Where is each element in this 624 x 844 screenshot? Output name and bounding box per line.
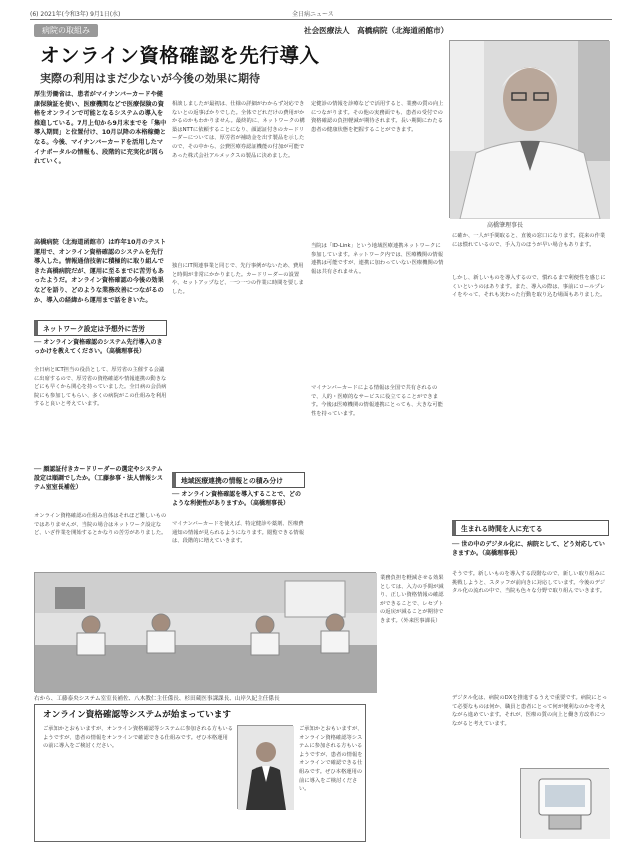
subhead-network: ネットワーク設定は予想外に苦労 xyxy=(34,320,167,336)
portrait-illustration xyxy=(450,41,610,219)
article-title: オンライン資格確認を先行導入 xyxy=(40,44,320,67)
card-reader-photo xyxy=(520,768,609,838)
info-box-text: ご承知かとおもいますが、オンライン資格確認等システムに参加される方もいるようですが、患者の情報をオンラインで確認できる仕組みです。ぜひ本格運用の前に導入をご検討ください。 xyxy=(43,726,233,750)
body-col3c: マイナンバーカードによる情報は全国で共有されるので、人的・医療的なサービスに役立てることができます。今後は医療機関の情報連携にとっても、大きな可能性を持っています。 xyxy=(311,385,443,417)
body-col4: に確か、一人が手間取ると、直後の窓口になります。従来の作業には慣れているので、手入力のほうが早い場合もあります。 xyxy=(452,233,606,248)
info-box-photo xyxy=(237,725,293,809)
card-reader-illustration xyxy=(521,769,610,839)
header-date: (6) 2021年(令和3年) 9月1日(水) xyxy=(30,11,121,18)
body-col3b: 当院は「ID-Link」という地域医療連携ネットワークに参加しています。ネットワーク内では、医療機関の情報連携は可能ですが、連携に加わっていない医療機関の情報は共有されません。 xyxy=(311,243,444,275)
body-col1b: オンライン資格確認の仕組み自体はそれほど難しいものではありませんが、当院の場合はネットワーク設定など、いざ作業を開始するとかなりの苦労がありました。 xyxy=(34,513,167,537)
header-paper-name: 全日病ニュース xyxy=(292,11,334,18)
body-col2b: 独自にIT関連事業と同じで、先行事例がないため、費用と時間が非常にかかりました。カードリーダーの設置や、セットアップなど、一つ一つの作業に時間を要しました。 xyxy=(172,263,304,295)
group-photo xyxy=(34,572,376,692)
body-col4c: そうです。新しいものを導入する段階なので、新しい取り組みに挑戦しようと、スタッフが前向きに対応しています。今後のデジタル化の流れの中で、当院も色々な分野で取り組んでいきます。 xyxy=(452,571,606,595)
group-photo-illustration xyxy=(35,573,377,693)
body-col1: 全日病とICT担当の役員として、厚労省の主催する会議に出席するので、厚労省の資格確認や情報連携の動きなどにも早くから関心を持っていました。全日病の会員病院にも参加してもらい、多くの病院がこの仕組みを利用すると良いと考えています。 xyxy=(34,367,167,408)
question-3: ── オンライン資格確認を導入することで、どのような利便性がありますか。（高橋理事長） xyxy=(172,491,302,507)
series-tag: 病院の取組み xyxy=(34,24,98,37)
hospital-name: 社会医療法人 高橋病院（北海道函館市） xyxy=(304,26,449,35)
body-col2c: マイナンバーカードを使えば、特定健診や薬剤、医療費通知の情報が見られるようになります。閲覧できる情報は、段階的に増えていきます。 xyxy=(172,521,304,545)
portrait-photo xyxy=(449,40,609,218)
person-illustration xyxy=(238,726,294,810)
subhead-future: 生まれる時間を人に充てる xyxy=(452,520,609,536)
right-bottom-text: デジタル化は、病院のDXを推進するうえで重要です。病院にとって必要なものは何か、職員と患者にとって何が便利なのかを考えながら進めています。それが、医療の質の向上と働き方改革につながると考えています。 xyxy=(452,695,608,727)
info-box xyxy=(34,704,366,842)
group-photo-caption: 右から、工藤泰央システム室室長補佐、八木教仁主任係長、杉田蔵医事課課長、山岸久紀主任係長 xyxy=(34,696,280,702)
info-box-title: オンライン資格確認等システムが始まっています xyxy=(43,710,231,720)
body-col3d: 業務負担を軽減させる効果としては、入力の手間が減り、正しい資格情報の確認ができることで、レセプトの返戻が減ることが期待できます。（外来医事課長） xyxy=(380,575,444,624)
subhead-regional: 地域医療連携の情報との積み分け xyxy=(172,472,305,488)
body-col3: 定健診の情報を診療などで活用すると、業務の質の向上につながります。その他の実務面でも、患者の受付での資格確認の負担軽減が期待されます。長い期間にわたる患者の健康状態を把握することができます。 xyxy=(311,101,444,133)
portrait-caption: 高橋肇理事長 xyxy=(487,222,524,229)
lead-paragraph: 厚生労働省は、患者がマイナンバーカードや健康保険証を使い、医療機関などで医療保険の資格をオンラインで可能となるシステムの導入を推進している。7月上旬から9月末までを「集中導入期間」と位置付け、10月以降の本格稼働となる。今後、マイナンバーカードを活用したマイナポータルの情報も、段階的に充実化が図られていく。 xyxy=(34,91,167,166)
body-col4b: しかし、新しいものを導入するので、慣れるまで利便性を感じにくいというのはあります。また、導入の際は、事前にロールプレイをやって、それも実わった行動を取り込む場面もありました。 xyxy=(452,275,606,299)
question-1: ── オンライン資格確認のシステム先行導入のきっかけを教えてください。（高橋理事長） xyxy=(34,339,163,355)
question-2: ── 顔認証付きカードリーダーの選定やシステム設定は順調でしたか。（工藤参事・法人情報システム室室長補佐） xyxy=(34,466,163,491)
info-box-text-2: ご承知かとおもいますが、オンライン資格確認等システムに参加される方もいるようですが、患者の情報をオンラインで確認できる仕組みです。ぜひ本格運用の前に導入をご検討ください。 xyxy=(299,726,363,793)
lead-paragraph-2: 高橋病院（北海道函館市）は昨年10月のテスト運用で、オンライン資格確認のシステムを先行導入した。情報通信技術に積極的に取り組んできた高橋病院だが、運用に至るまでに苦労もあったようだ。オンライン資格確認の今後の効果などを語り、どのような業務改善につながるのか、導入の経緯から運用まで話をきいた。 xyxy=(34,239,167,304)
article-subtitle: 実際の利用はまだ少ないが今後の効果に期待 xyxy=(40,72,260,85)
question-4: ── 世の中のデジタル化に、病院として、どう対応していきますか。（高橋理事長） xyxy=(452,541,605,557)
body-col2: 相談しましたが最初は、仕様の詳細がわからず対応できないとの返事ばかりでした。全体でどれだけの費用がかかるのかもわかりません。最終的に、ネットワークの構築はNTTに依頼することになり、顔認証付きのカードリーダーについては、厚労省が補助金を出す製品を示したので、その中から、公費医療券認証機能の付加が可能であった株式会社アルメックスの製品に決めました。 xyxy=(172,101,305,159)
